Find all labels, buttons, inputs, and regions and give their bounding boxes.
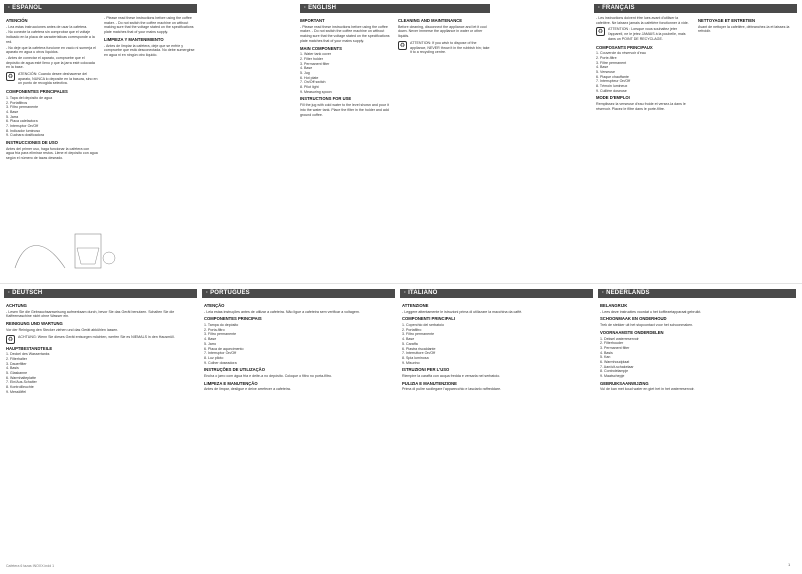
part-item: 4. Base (596, 65, 609, 70)
part-item: 1. Water tank cover (300, 52, 332, 57)
it-text: - Leggere attentamente le istruzioni prima di utilizzare la macchina da caffè. (402, 309, 523, 314)
part-item: 5. Verseuse (596, 69, 615, 74)
part-item: 5. Jug (300, 70, 310, 75)
part-item: 8. Témoin lumineux (596, 84, 628, 89)
fr-parts-title: COMPOSANTS PRINCIPAUX (596, 44, 653, 50)
de-parts-title: HAUPTBESTANDTEILE (6, 345, 53, 351)
es-text: - Please read these instructions before using the coffee maker. - Do not switch the coffee machine on without making sure that the voltage stated on the specifications plate matches that of your mains supply. (104, 16, 194, 35)
nl-parts-list (600, 337, 796, 379)
coffee-maker-illustration (5, 228, 125, 272)
de-clean-title: REINIGUNG UND WARTUNG (6, 321, 63, 327)
es-text: - Antes de limpiar la cafetera, deje que se enfríe y compruebe que está desconectada. No debe sumergirse en agua ni en ningún otro líquido. (104, 43, 195, 57)
header-it: · ITALIANO (400, 289, 593, 298)
en-col-1 (300, 16, 392, 278)
page-number: 1 (788, 562, 791, 567)
pt-text: - Leia estas instruções antes de utilizar a cafeteira. Não ligue a cafeteira sem verificar a voltagem. (204, 309, 360, 314)
part-item: 4. Basis (6, 366, 19, 371)
part-item: 5. Jarra (6, 114, 19, 119)
es-text: - No deje que la cafetera funcione en vacío ni sumerja el aparato en agua u otros líquidos. (6, 45, 96, 55)
part-item: 1. Tampa do depósito (204, 323, 239, 328)
nl-parts-title: VOORNAAMSTE ONDERDELEN (600, 329, 664, 335)
es-text: - No conecte la cafetera sin comprobar que el voltaje indicado en la placa de características corresponde a la red. (6, 30, 95, 44)
part-item: 9. Colher doseadora (204, 360, 237, 365)
part-item: 4. Basis (600, 350, 613, 355)
part-item: 8. Indicador luminoso (6, 128, 41, 133)
es-text: - Lea estas instrucciones antes de usar la cafetera. (6, 24, 88, 29)
nl-text: - Lees deze instructies voordat u het koffiezetapparaat gebruikt. (600, 309, 702, 314)
es-clean-title: LIMPIEZA Y MANTENIMIENTO (104, 36, 164, 42)
it-clean-title: PULIZIA E MANUTENZIONE (402, 380, 457, 386)
part-item: 1. Couvercle du réservoir d'eau (596, 51, 646, 56)
pt-title: ATENÇÃO (204, 303, 225, 308)
pt-parts-title: COMPONENTES PRINCIPAIS (204, 316, 262, 322)
part-item: 6. Warmhoudplaat (600, 359, 630, 364)
pt-col (204, 301, 394, 561)
en-recycle-text: ATTENTION: If you wish to dispose of the appliance, NEVER throw it in the rubbish bin; take it to a recycling centre. (410, 40, 490, 55)
recycle-bin-icon: ♻ (7, 336, 14, 343)
de-recycle-note (6, 335, 196, 344)
recycle-bin-icon: ♻ (7, 74, 14, 81)
part-item: 5. Glaskanne (6, 370, 28, 375)
part-item: 3. Filtre permanent (596, 60, 627, 65)
de-col (6, 301, 196, 561)
part-item: 7. Interrupteur On/Off (596, 79, 631, 84)
nl-title: BELANGRIJK (600, 303, 628, 308)
de-text: Vor der Reinigung den Stecker ziehen und das Gerät abkühlen lassen. (6, 327, 119, 332)
fr-text: Avant de nettoyer la cafetière, débranchez-la et laissez-la refroidir. (698, 24, 790, 34)
part-item: 9. Misurino (402, 360, 420, 365)
part-item: 8. Luz piloto (204, 355, 224, 360)
part-item: 9. Measuring spoon (300, 89, 332, 94)
part-item: 4. Base (402, 337, 415, 342)
part-item: 7. On/Off switch (300, 80, 326, 85)
es-parts-list (6, 96, 98, 138)
part-item: 2. Filterhalter (6, 356, 27, 361)
part-item: 8. Spia luminosa (402, 355, 429, 360)
es-col-2 (104, 16, 196, 224)
part-item: 9. Maatschepje (600, 374, 625, 379)
es-text: - Antes de conectar el aparato, compruebe que el depósito de agua esté lleno y que la jarra esté colocada en la base. (6, 55, 95, 70)
en-clean-title: CLEANING AND MAINTENANCE (398, 18, 463, 23)
pt-parts-list (204, 323, 394, 365)
header-pt: · PORTUGUÊS (202, 289, 395, 298)
part-item: 6. Placa de aquecimento (204, 346, 244, 351)
fr-use-title: MODE D'EMPLOI (596, 95, 630, 101)
part-item: 4. Base (6, 109, 19, 114)
part-item: 4. Base (300, 66, 313, 71)
header-de: · DEUTSCH (4, 289, 197, 298)
part-item: 1. Tapa del depósito de agua (6, 95, 53, 100)
part-item: 8. Pilot light (300, 85, 319, 90)
nl-use-title: GEBRUIKSAANWIJZING (600, 380, 649, 386)
it-title: ATTENZIONE (402, 303, 429, 308)
de-parts-list (6, 352, 196, 394)
nl-text: Trek de stekker uit het stopcontact voor het schoonmaken. (600, 323, 694, 328)
nl-text: Vul de kan met koud water en giet het in het waterreservoir. (600, 387, 695, 392)
part-item: 2. Porta-filtro (204, 327, 225, 332)
pt-clean-title: LIMPEZA E MANUTENÇÃO (204, 380, 258, 386)
nl-clean-title: SCHOONMAAK EN ONDERHOUD (600, 316, 667, 322)
part-item: 2. Filterhouder (600, 341, 624, 346)
pt-text: Antes de limpar, desligue e deixe arrefecer a cafeteira. (204, 387, 291, 392)
part-item: 9. Messlöffel (6, 389, 27, 394)
part-item: 5. Jarro (204, 341, 217, 346)
fr-col-2 (698, 16, 796, 278)
header-en: · ENGLISH (300, 4, 490, 13)
recycle-bin-icon: ♻ (597, 29, 604, 36)
part-item: 7. Ein/Aus-Schalter (6, 380, 37, 385)
part-item: 5. Caraffa (402, 341, 418, 346)
it-text: Riempire la caraffa con acqua fredda e versarla nel serbatoio. (402, 374, 501, 378)
it-parts-list (402, 323, 592, 365)
de-text: - Lesen Sie die Gebrauchsanweisung aufmerksam durch, bevor Sie das Gerät benutzen. Schalten Sie die Kaffeemaschine nicht ohne Wasser ein. (6, 309, 175, 319)
part-item: 2. Portafiltros (6, 100, 28, 105)
part-item: 3. Filtro permanente (6, 105, 39, 110)
it-col (402, 301, 592, 561)
it-use-title: ISTRUZIONI PER L'USO (402, 367, 450, 373)
es-parts-title: COMPONENTES PRINCIPALES (6, 89, 68, 95)
es-use-title: INSTRUCCIONES DE USO (6, 140, 58, 146)
nl-col (600, 301, 796, 561)
fr-col-1 (596, 16, 692, 278)
part-item: 3. Permanent filter (600, 345, 630, 350)
es-recycle-text: ATENCIÓN: Cuando desee deshacerse del aparato, NUNCA lo deposite en la basura, sino en un punto de recogida selectiva. (18, 72, 98, 86)
en-col-2 (398, 16, 490, 278)
part-item: 1. Coperchio del serbatoio (402, 323, 444, 328)
part-item: 2. Filter holder (300, 56, 323, 61)
recycle-bin-icon: ♻ (399, 42, 406, 49)
fr-recycle-note (596, 27, 692, 42)
es-recycle-note (6, 72, 98, 87)
en-parts-list (300, 52, 392, 94)
part-item: 6. Warmhalteplatte (6, 375, 37, 380)
part-item: 2. Porte-filtre (596, 55, 617, 60)
part-item: 6. Piastra riscaldante (402, 346, 436, 351)
en-instr-title: INSTRUCTIONS FOR USE (300, 96, 352, 102)
header-fr: · FRANÇAIS (594, 4, 797, 13)
es-title: ATENCIÓN (6, 18, 28, 23)
en-main-title: MAIN COMPONENTS (300, 45, 342, 51)
fr-clean-title: NETTOYAGE ET ENTRETIEN (698, 18, 756, 23)
en-text: Fill the jug with cold water to the level shown and pour it into the water tank. Place the filter in the holder and add ground coffee. (300, 103, 389, 117)
part-item: 7. Interruptor On/Off (204, 351, 237, 356)
pt-text: Encha o jarro com água fria e deite-a no depósito. Coloque o filtro no porta-filtro. (204, 374, 333, 378)
part-item: 8. Kontrollleuchte (6, 385, 34, 390)
part-item: 4. Base (204, 337, 217, 342)
part-item: 6. Hot plate (300, 75, 319, 80)
fr-text: - Les instructions doivent être lues avant d'utiliser la cafetière. Ne laissez jamais la cafetière fonctionner à vide. (596, 16, 689, 25)
print-footer: Cafetera 6 tazas INOXX.indd 1 (6, 564, 55, 568)
it-text: Prima di pulire scollegare l'apparecchio e lasciarlo raffreddare. (402, 387, 502, 392)
de-recycle-text: ACHTUNG: Wenn Sie dieses Gerät entsorgen möchten, werfen Sie es NIEMALS in den Hausmüll. (18, 334, 175, 339)
part-item: 1. Deckel des Wassertanks (6, 352, 50, 357)
part-item: 2. Portafiltro (402, 327, 422, 332)
part-item: 8. Controlelampje (600, 369, 629, 374)
part-item: 3. Filtro permanente (402, 332, 435, 337)
part-item: 6. Plaque chauffante (596, 74, 629, 79)
en-recycle-note (398, 41, 490, 56)
fr-parts-list (596, 51, 692, 93)
header-es: · ESPAÑOL (4, 4, 197, 13)
es-col-1 (6, 16, 98, 224)
part-item: 9. Cuillère doseuse (596, 88, 627, 93)
header-nl: · NEDERLANDS (598, 289, 796, 298)
de-title: ACHTUNG (6, 303, 27, 308)
en-title: IMPORTANT (300, 18, 325, 23)
part-item: 7. Interruttore On/Off (402, 351, 436, 356)
fr-recycle-text: ATTENTION : Lorsque vous souhaitez jeter l'appareil, ne le jetez JAMAIS à la poubelle, mais dans un POINT DE RECYCLAGE. (608, 27, 686, 41)
en-text: Before cleaning, disconnect the appliance and let it cool down. Never immerse the appliance in water or other liquids. (398, 24, 487, 39)
part-item: 7. Aan/uit-schakelaar (600, 364, 634, 369)
part-item: 7. Interruptor On/Off (6, 123, 39, 128)
page-divider (0, 283, 802, 284)
en-text: - Please read these instructions before using the coffee maker. - Do not switch the coffee machine on without making sure that the voltage stated on the specifications plate matches that of your mains supply. (300, 24, 390, 43)
part-item: 6. Placa calefactora (6, 119, 38, 124)
pt-use-title: INSTRUÇÕES DE UTILIZAÇÃO (204, 367, 265, 373)
part-item: 9. Cuchara dosificadora (6, 133, 44, 138)
part-item: 3. Permanent filter (300, 61, 330, 66)
it-parts-title: COMPONENTI PRINCIPALI (402, 316, 455, 322)
fr-text: Remplissez la verseuse d'eau froide et versez-la dans le réservoir. Placez le filtre dans le porte-filtre. (596, 102, 686, 111)
es-text: Antes del primer uso, haga funcionar la cafetera con agua fría para eliminar restos. Llene el depósito con agua según el número de tazas deseado. (6, 146, 98, 161)
part-item: 1. Deksel waterreservoir (600, 336, 639, 341)
part-item: 5. Kan (600, 355, 611, 360)
part-item: 3. Filtro permanente (204, 332, 237, 337)
part-item: 3. Dauerfilter (6, 361, 27, 366)
